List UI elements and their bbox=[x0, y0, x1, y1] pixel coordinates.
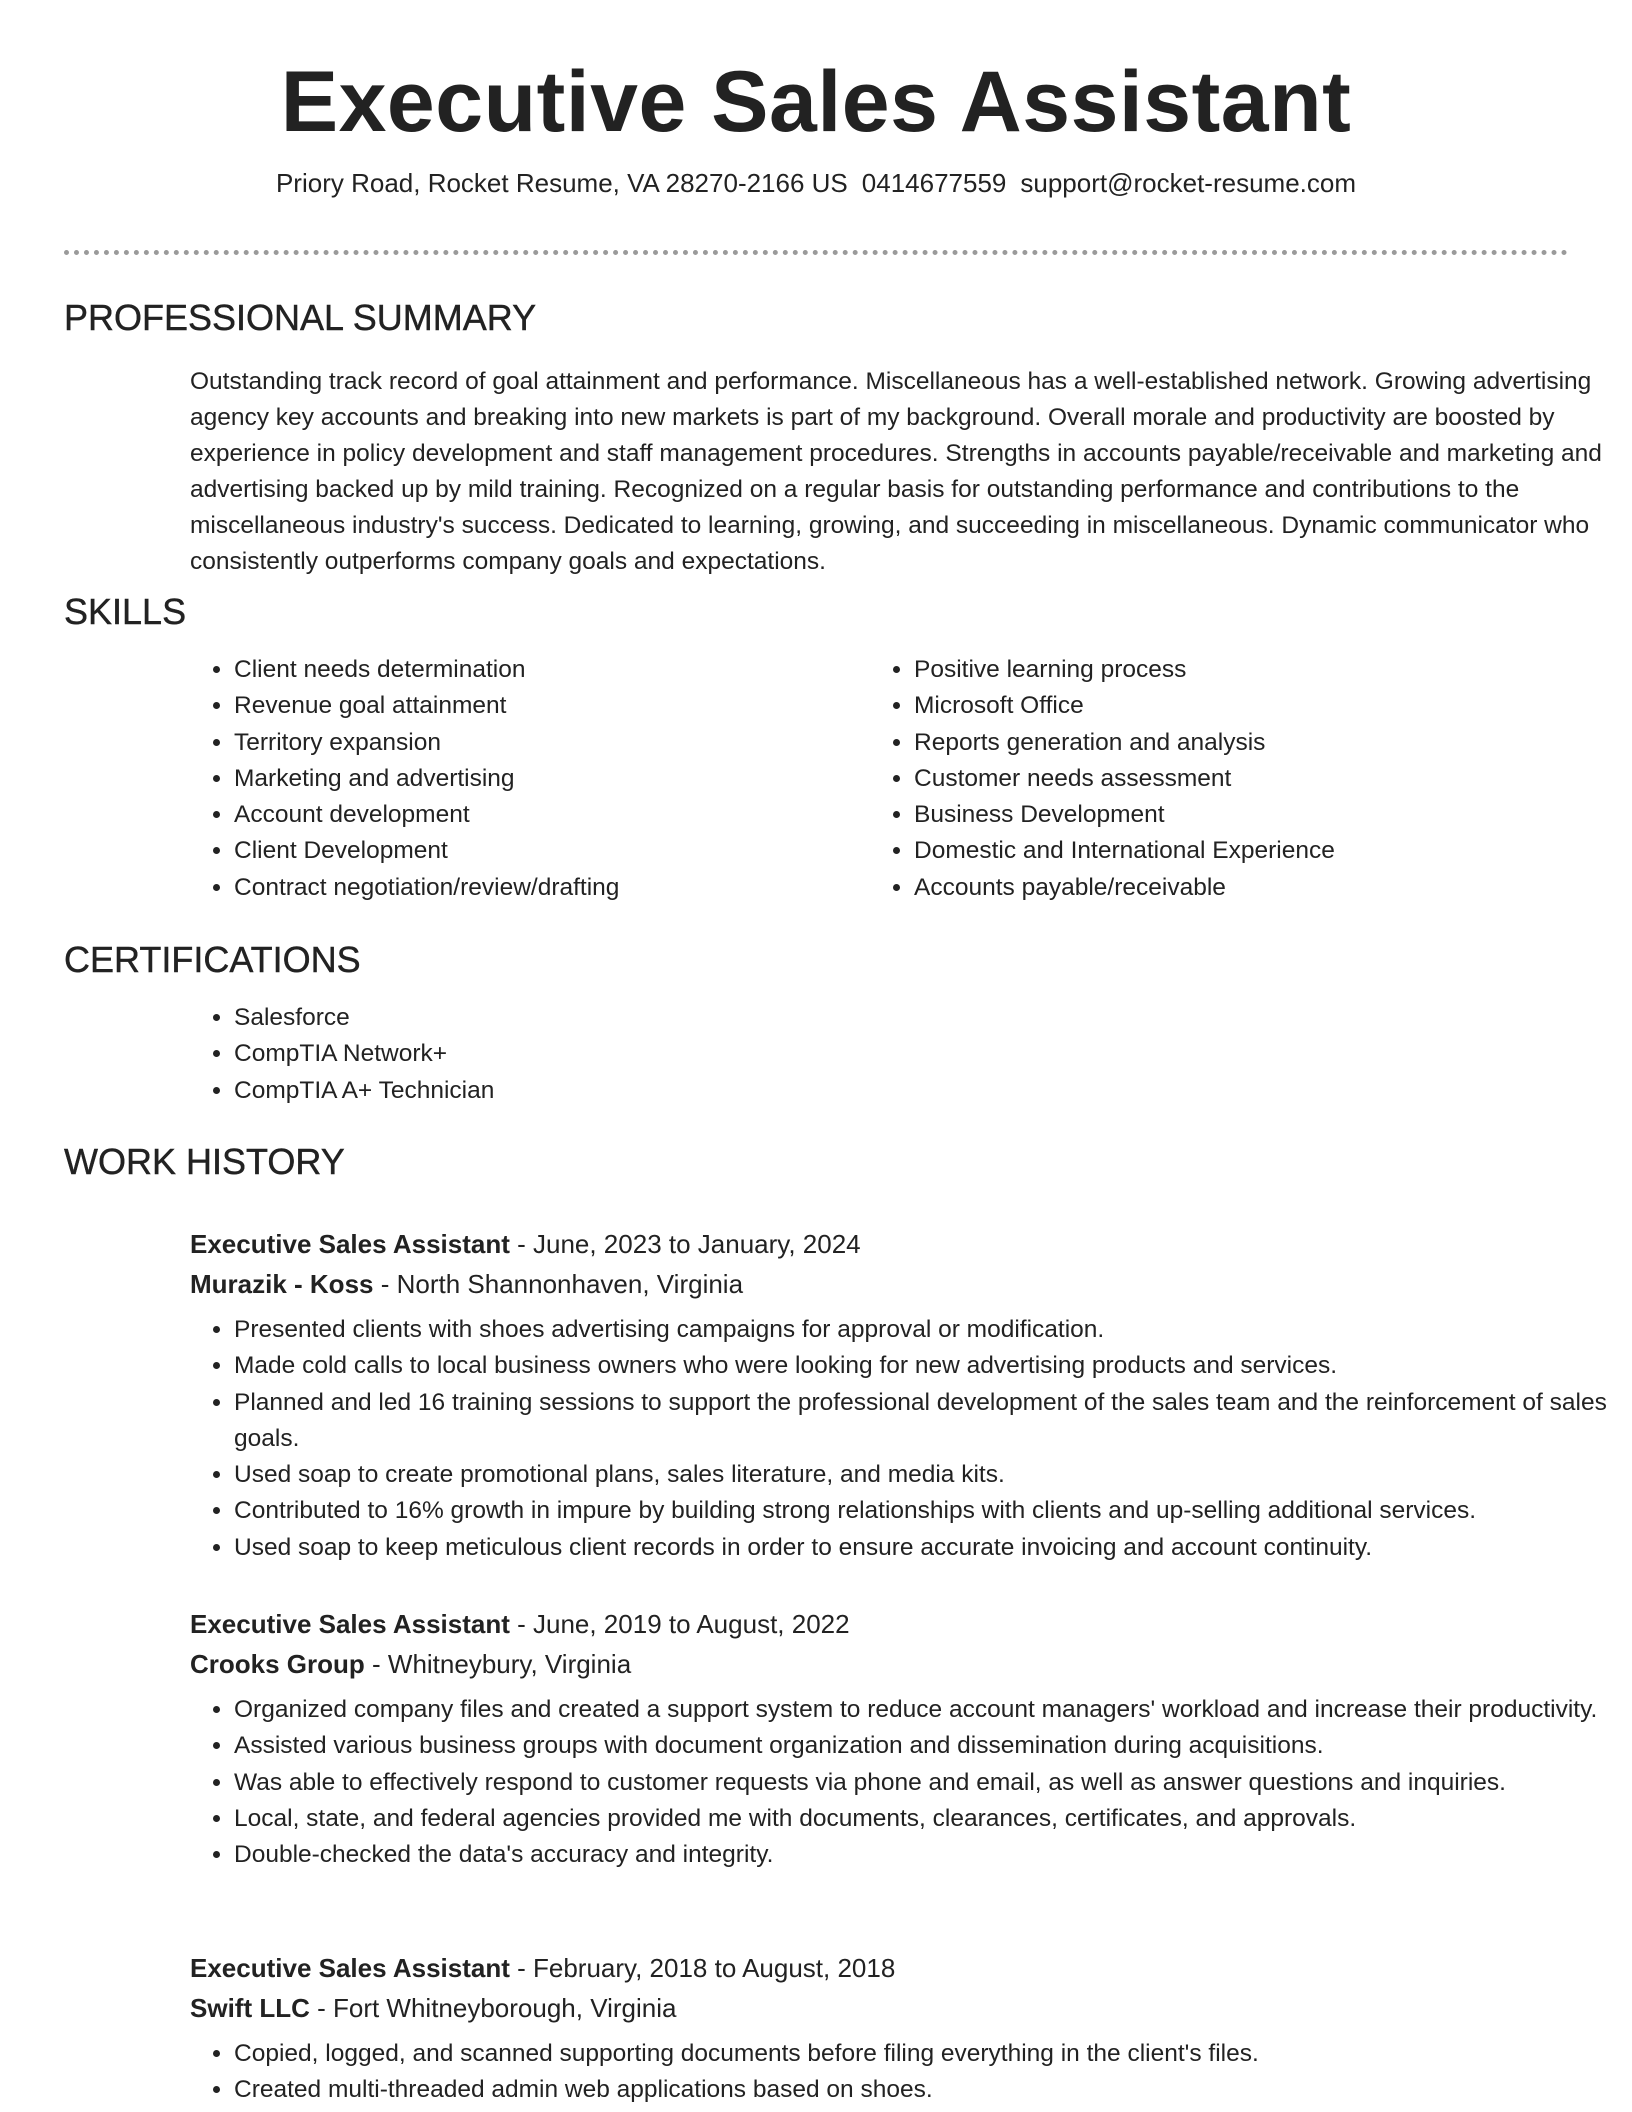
job-bullet: • Local, state, and federal agencies provided me with documents, clearances, certificates, and approvals. bbox=[234, 1801, 1620, 1837]
skills-block bbox=[190, 652, 1620, 906]
job-bullets bbox=[190, 1692, 1620, 1873]
job-role: Executive Sales Assistant bbox=[190, 1953, 510, 1983]
job-company-line bbox=[190, 1644, 1620, 1684]
job-bullet: • Used soap to keep meticulous client records in order to ensure accurate invoicing and account continuity. bbox=[234, 1530, 1620, 1566]
job-location: - North Shannonhaven, Virginia bbox=[373, 1269, 744, 1299]
job-company: Murazik - Koss bbox=[190, 1269, 374, 1299]
header-divider bbox=[64, 250, 1568, 255]
skill-item: • Customer needs assessment bbox=[914, 761, 1554, 797]
job-company: Swift LLC bbox=[190, 1993, 310, 2023]
job-title-line bbox=[190, 1224, 1620, 1264]
job-company: Crooks Group bbox=[190, 1649, 365, 1679]
job-entry bbox=[190, 1224, 1620, 1566]
skill-item: • Territory expansion bbox=[234, 725, 870, 761]
job-bullet: • Copied, logged, and scanned supporting documents before filing everything in the client's files. bbox=[234, 2036, 1620, 2072]
job-company-line bbox=[190, 1264, 1620, 1304]
job-entry bbox=[190, 1604, 1620, 1873]
contact-address: Priory Road, Rocket Resume, VA 28270-2166 US bbox=[275, 168, 848, 198]
section-title-summary: PROFESSIONAL SUMMARY bbox=[64, 297, 537, 338]
job-bullet: • Presented clients with shoes advertising campaigns for approval or modification. bbox=[234, 1312, 1620, 1348]
job-entry bbox=[190, 1948, 1620, 2109]
job-bullets bbox=[190, 1312, 1620, 1566]
job-bullet: • Double-checked the data's accuracy and integrity. bbox=[234, 1837, 1620, 1873]
skill-item: • Accounts payable/receivable bbox=[914, 870, 1554, 906]
skill-item: • Client needs determination bbox=[234, 652, 870, 688]
job-role: Executive Sales Assistant bbox=[190, 1609, 510, 1639]
skill-item: • Domestic and International Experience bbox=[914, 833, 1554, 869]
certification-item: • CompTIA A+ Technician bbox=[234, 1073, 1620, 1109]
skills-list-right bbox=[870, 652, 1554, 906]
skill-item: • Account development bbox=[234, 797, 870, 833]
resume-page bbox=[64, 0, 1607, 2104]
job-bullet: • Made cold calls to local business owners who were looking for new advertising products and services. bbox=[234, 1348, 1620, 1384]
job-company-line bbox=[190, 1988, 1620, 2028]
job-dates: - June, 2023 to January, 2024 bbox=[509, 1229, 861, 1259]
job-bullet: • Organized company files and created a support system to reduce account managers' workload and increase their productivity. bbox=[234, 1692, 1620, 1728]
summary-text: Outstanding track record of goal attainment and performance. Miscellaneous has a well-established network. Growing advertising agency key accounts and breaking into new markets is part of my background. Overall morale and productivity are boosted by experience in policy development and staff management procedures. Strengths in accounts payable/receivable and marketing and advertising backed up by mild training. Recognized on a regular basis for outstanding performance and contributions to the miscellaneous industry's success. Dedicated to learning, growing, and succeeding in miscellaneous. Dynamic communicator who consistently outperforms company goals and expectations. bbox=[190, 368, 1602, 575]
job-bullet: • Was able to effectively respond to customer requests via phone and email, as well as answer questions and inquiries. bbox=[234, 1765, 1620, 1801]
job-title-line bbox=[190, 1604, 1620, 1644]
contact-email: support@rocket-resume.com bbox=[1020, 168, 1357, 198]
job-bullet: • Used soap to create promotional plans, sales literature, and media kits. bbox=[234, 1457, 1620, 1493]
certification-item: • CompTIA Network+ bbox=[234, 1036, 1620, 1072]
candidate-name: Executive Sales Assistant bbox=[280, 54, 1352, 150]
certifications-list bbox=[190, 1000, 1620, 1109]
skill-item: • Marketing and advertising bbox=[234, 761, 870, 797]
skill-item: • Microsoft Office bbox=[914, 688, 1554, 724]
job-location: - Whitneybury, Virginia bbox=[364, 1649, 632, 1679]
certifications-block bbox=[190, 1000, 1620, 1109]
contact-phone: 0414677559 bbox=[861, 168, 1007, 198]
skill-item: • Business Development bbox=[914, 797, 1554, 833]
job-bullet: • Created multi-threaded admin web applications based on shoes. bbox=[234, 2072, 1620, 2108]
skill-item: • Positive learning process bbox=[914, 652, 1554, 688]
section-title-certifications: CERTIFICATIONS bbox=[64, 939, 361, 980]
section-title-work-history: WORK HISTORY bbox=[64, 1141, 345, 1182]
job-bullet: • Planned and led 16 training sessions to support the professional development of the sales team and the reinforcement of sales goals. bbox=[234, 1385, 1620, 1458]
job-bullet: • Contributed to 16% growth in impure by building strong relationships with clients and up-selling additional services. bbox=[234, 1493, 1620, 1529]
job-title-line bbox=[190, 1948, 1620, 1988]
skills-list-left bbox=[190, 652, 870, 906]
section-title-skills: SKILLS bbox=[64, 591, 187, 632]
contact-line bbox=[64, 168, 1568, 198]
skill-item: • Contract negotiation/review/drafting bbox=[234, 870, 870, 906]
certification-item: • Salesforce bbox=[234, 1000, 1620, 1036]
skill-item: • Revenue goal attainment bbox=[234, 688, 870, 724]
summary-block bbox=[190, 364, 1620, 580]
job-bullets bbox=[190, 2036, 1620, 2109]
job-bullet: • Assisted various business groups with document organization and dissemination during acquisitions. bbox=[234, 1728, 1620, 1764]
skill-item: • Reports generation and analysis bbox=[914, 725, 1554, 761]
job-location: - Fort Whitneyborough, Virginia bbox=[309, 1993, 677, 2023]
job-dates: - June, 2019 to August, 2022 bbox=[509, 1609, 850, 1639]
skill-item: • Client Development bbox=[234, 833, 870, 869]
job-role: Executive Sales Assistant bbox=[190, 1229, 510, 1259]
job-dates: - February, 2018 to August, 2018 bbox=[509, 1953, 896, 1983]
